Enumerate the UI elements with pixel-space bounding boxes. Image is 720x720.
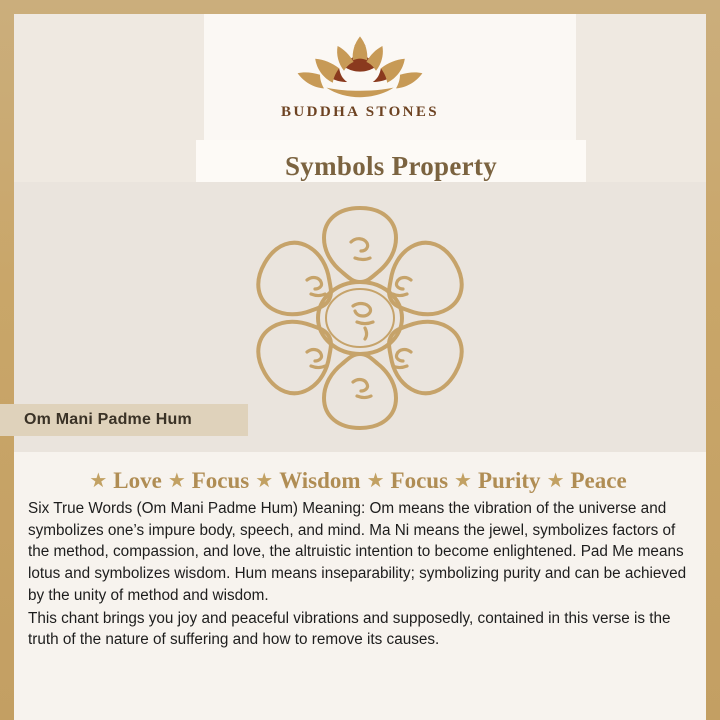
keyword-item: Wisdom [279, 468, 361, 493]
om-mani-padme-hum-mandala-icon [235, 202, 485, 434]
header-section [14, 14, 706, 182]
brand-name: BUDDHA STONES [280, 104, 440, 120]
keyword-list [22, 468, 700, 494]
body-paragraph-2: This chant brings you joy and peaceful vibrations and supposedly, contained in this verse is the truth of the nature of suffering and how to remove its causes. [28, 609, 671, 649]
star-icon: ★ [366, 470, 385, 492]
ribbon-om-mani-padme-hum [0, 404, 248, 436]
description-panel [14, 452, 706, 720]
keyword-item: Focus [390, 468, 449, 493]
brand-logo [14, 30, 706, 121]
mandala-graphic [235, 202, 485, 434]
star-icon: ★ [255, 470, 274, 492]
body-copy [22, 498, 700, 651]
star-icon: ★ [454, 470, 472, 492]
star-icon: ★ [167, 470, 186, 492]
star-icon: ★ [89, 470, 108, 492]
keyword-item: Focus [191, 468, 250, 493]
star-icon: ★ [546, 470, 565, 492]
body-paragraph-1: Six True Words (Om Mani Padme Hum) Meaning: Om means the vibration of the universe and symbolizes one’s impure body, speech, and mind. Ma Ni means the jewel, symbolizes factors of the method, compassion, and love, the altruistic intention to become enlightened. Pad Me means lotus and symbolizes wisdom. Hum means inseparability; symbolizing purity and can be achieved by the unity of method and wisdom. [28, 500, 687, 604]
page-title: Symbols Property [284, 150, 498, 181]
keyword-item: Purity [477, 468, 541, 493]
lotus-meditation-icon [280, 30, 440, 102]
keyword-item: Peace [570, 468, 627, 493]
ribbon-label: Om Mani Padme Hum [24, 411, 192, 428]
keyword-item: Love [113, 468, 162, 493]
